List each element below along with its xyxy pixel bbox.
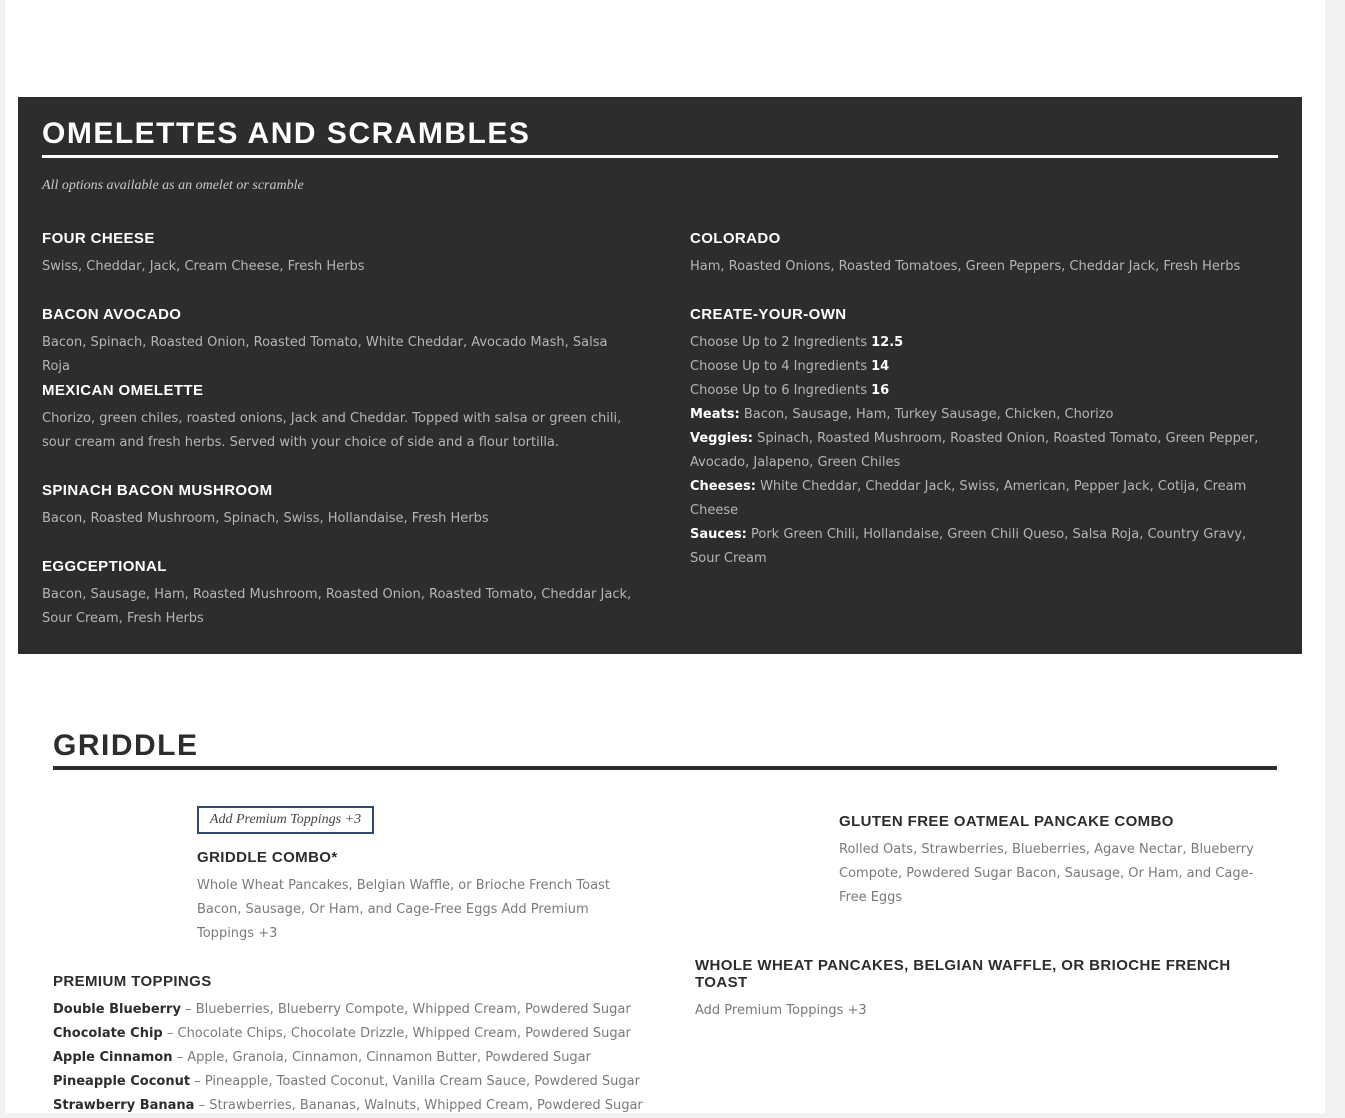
item-name: EGGCEPTIONAL <box>42 558 167 575</box>
tier-price: 16 <box>871 383 890 398</box>
item-desc: Swiss, Cheddar, Jack, Cream Cheese, Fresh Herbs <box>42 259 365 274</box>
ingredient-group-veggies: Veggies: Spinach, Roasted Mushroom, Roasted Onion, Roasted Tomato, Green Pepper, Avocado, Jalapeno, Green Chiles <box>690 431 1259 470</box>
ingredient-group-cheeses: Cheeses: White Cheddar, Cheddar Jack, Swiss, American, Pepper Jack, Cotija, Cream Cheese <box>690 479 1247 518</box>
menu-item-spinach-bacon-mushroom <box>42 482 632 531</box>
topping-item: Strawberry Banana – Strawberries, Bananas, Walnuts, Whipped Cream, Powdered Sugar <box>53 1098 643 1113</box>
tier-price: 14 <box>871 359 890 374</box>
omelettes-note: All options available as an omelet or scramble <box>42 178 304 193</box>
item-name: COLORADO <box>690 230 781 247</box>
menu-item-four-cheese <box>42 230 632 279</box>
topping-item: Double Blueberry – Blueberries, Blueberry Compote, Whipped Cream, Powdered Sugar <box>53 1002 631 1017</box>
griddle-title: GRIDDLE <box>53 729 199 762</box>
topping-item: Pineapple Coconut – Pineapple, Toasted Coconut, Vanilla Cream Sauce, Powdered Sugar <box>53 1074 640 1089</box>
ingredient-tier: Choose Up to 6 Ingredients 16 <box>690 383 890 398</box>
topping-item: Chocolate Chip – Chocolate Chips, Chocolate Drizzle, Whipped Cream, Powdered Sugar <box>53 1026 631 1041</box>
topping-item: Apple Cinnamon – Apple, Granola, Cinnamon, Cinnamon Butter, Powdered Sugar <box>53 1050 591 1065</box>
menu-item-whole-wheat-pancakes <box>695 957 1275 1023</box>
menu-item-griddle-combo <box>197 849 637 946</box>
item-name: PREMIUM TOPPINGS <box>53 973 212 990</box>
item-desc: Chorizo, green chiles, roasted onions, Jack and Cheddar. Topped with salsa or green chili, sour cream and fresh herbs. Served with your choice of side and a flour tortilla. <box>42 411 622 450</box>
item-desc: Bacon, Roasted Mushroom, Spinach, Swiss, Hollandaise, Fresh Herbs <box>42 511 489 526</box>
ingredient-tier: Choose Up to 2 Ingredients 12.5 <box>690 335 904 350</box>
item-desc: Whole Wheat Pancakes, Belgian Waffle, or Brioche French Toast Bacon, Sausage, Or Ham, and Cage-Free Eggs Add Premium Toppings +3 <box>197 878 610 941</box>
item-name: GRIDDLE COMBO* <box>197 849 338 866</box>
item-desc: Rolled Oats, Strawberries, Blueberries, Agave Nectar, Blueberry Compote, Powdered Sugar Bacon, Sausage, Or Ham, and Cage-Free Eggs <box>839 842 1254 905</box>
ingredient-group-meats: Meats: Bacon, Sausage, Ham, Turkey Sausage, Chicken, Chorizo <box>690 407 1114 422</box>
ingredient-group-sauces: Sauces: Pork Green Chili, Hollandaise, Green Chili Queso, Salsa Roja, Country Gravy, Sour Cream <box>690 527 1247 566</box>
menu-item-create-your-own <box>690 306 1270 571</box>
item-desc: Bacon, Spinach, Roasted Onion, Roasted Tomato, White Cheddar, Avocado Mash, Salsa Roja <box>42 335 608 374</box>
menu-item-mexican-omelette <box>42 382 632 455</box>
menu-item-bacon-avocado <box>42 306 632 379</box>
menu-item-gluten-free-oatmeal <box>839 813 1269 910</box>
ingredient-tier: Choose Up to 4 Ingredients 14 <box>690 359 890 374</box>
item-desc: Ham, Roasted Onions, Roasted Tomatoes, Green Peppers, Cheddar Jack, Fresh Herbs <box>690 259 1241 274</box>
item-desc: Add Premium Toppings +3 <box>695 1003 867 1018</box>
menu-item-eggceptional <box>42 558 632 631</box>
item-desc: Bacon, Sausage, Ham, Roasted Mushroom, Roasted Onion, Roasted Tomato, Cheddar Jack, Sour Cream, Fresh Herbs <box>42 587 632 626</box>
omelettes-title: OMELETTES AND SCRAMBLES <box>42 117 531 150</box>
item-name: WHOLE WHEAT PANCAKES, BELGIAN WAFFLE, OR BRIOCHE FRENCH TOAST <box>695 957 1231 991</box>
premium-toppings-badge: Add Premium Toppings +3 <box>197 806 374 834</box>
item-name: MEXICAN OMELETTE <box>42 382 204 399</box>
omelettes-section <box>18 97 1302 654</box>
item-name: FOUR CHEESE <box>42 230 155 247</box>
omelettes-title-rule <box>42 155 1278 158</box>
menu-item-premium-toppings <box>53 973 653 1118</box>
item-name: GLUTEN FREE OATMEAL PANCAKE COMBO <box>839 813 1174 830</box>
tier-price: 12.5 <box>871 335 904 350</box>
item-name: CREATE-YOUR-OWN <box>690 306 847 323</box>
griddle-title-rule <box>53 766 1277 770</box>
menu-item-colorado <box>690 230 1270 279</box>
item-name: SPINACH BACON MUSHROOM <box>42 482 273 499</box>
item-name: BACON AVOCADO <box>42 306 182 323</box>
